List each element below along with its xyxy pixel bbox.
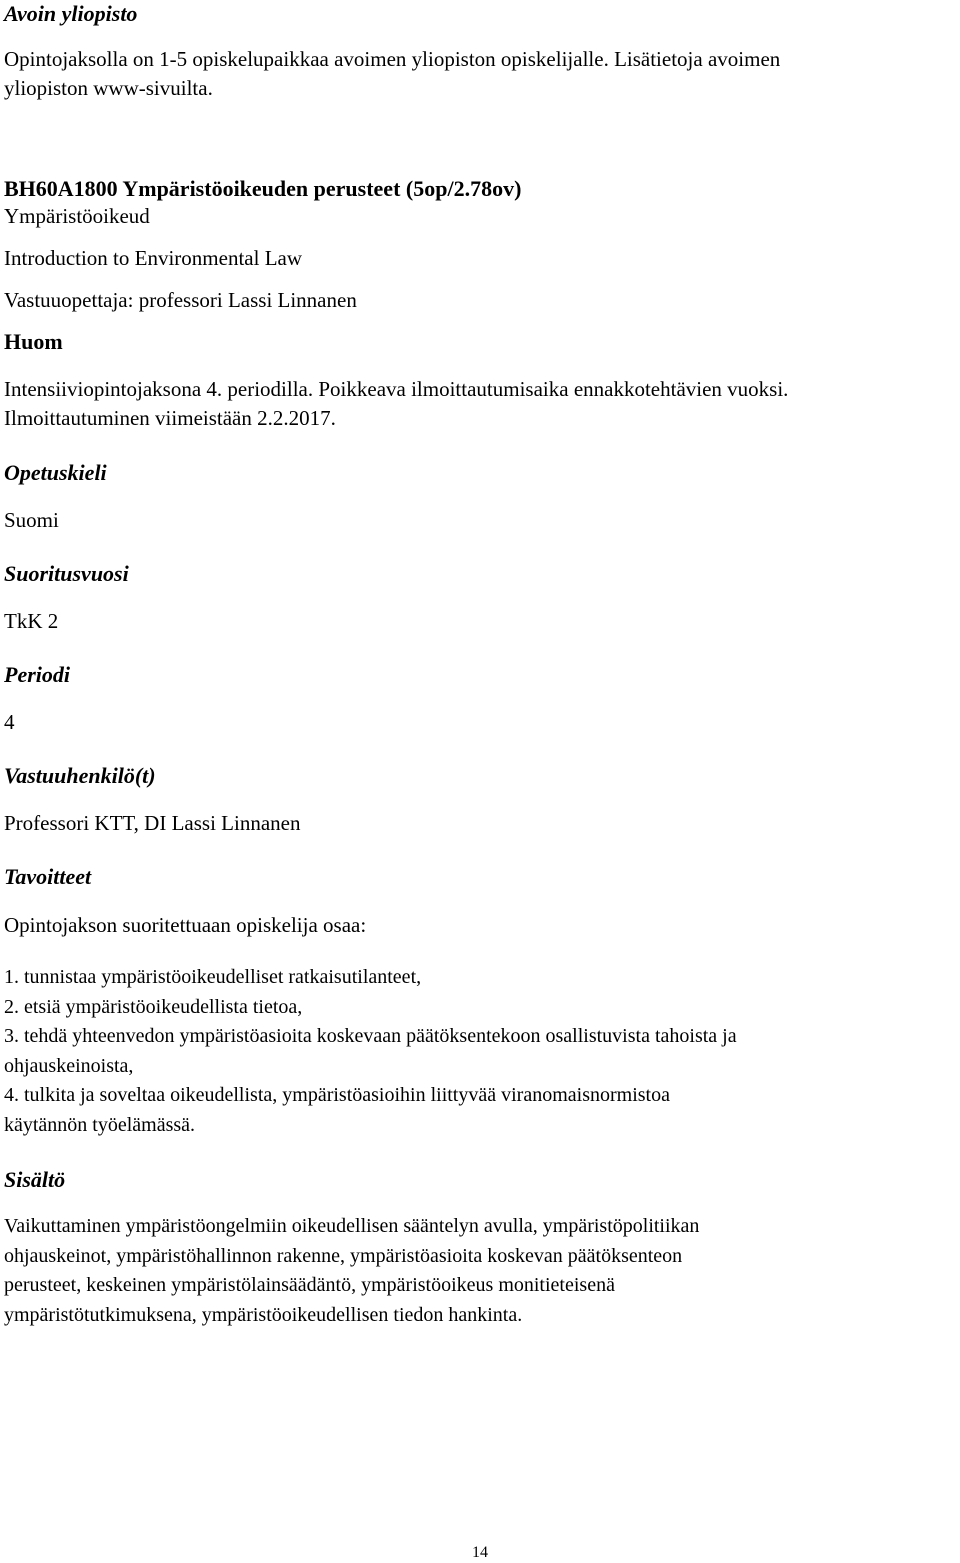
huom-text-1: Intensiiviopintojaksona 4. periodilla. Poikkeava ilmoittautumisaika ennakkotehtävien vuoksi.: [4, 377, 789, 401]
study-year-value: TkK 2: [4, 609, 59, 633]
language-value: Suomi: [4, 508, 59, 532]
course-teacher: Vastuuopettaja: professori Lassi Linnanen: [4, 288, 357, 312]
huom-heading: Huom: [4, 329, 63, 354]
open-university-text-1: Opintojaksolla on 1-5 opiskelupaikkaa avoimen yliopiston opiskelijalle. Lisätietoja avoimen: [4, 47, 781, 71]
content-line: ohjauskeinot, ympäristöhallinnon rakenne, ympäristöasioita koskevan päätöksenteon: [4, 1244, 683, 1267]
objectives-line: 2. etsiä ympäristöoikeudellista tietoa,: [4, 995, 303, 1018]
objectives-list: [4, 963, 954, 1140]
course-finnish-name: Ympäristöoikeud: [4, 204, 150, 228]
objectives-heading: Tavoitteet: [4, 864, 92, 889]
open-university-text-2: yliopiston www-sivuilta.: [4, 76, 213, 100]
open-university-heading: Avoin yliopisto: [4, 1, 138, 26]
responsible-value: Professori KTT, DI Lassi Linnanen: [4, 811, 301, 835]
language-heading: Opetuskieli: [4, 460, 107, 485]
course-english-name: Introduction to Environmental Law: [4, 246, 303, 270]
objectives-line: ohjauskeinoista,: [4, 1054, 134, 1077]
huom-text-2: Ilmoittautuminen viimeistään 2.2.2017.: [4, 406, 336, 430]
content-line: Vaikuttaminen ympäristöongelmiin oikeudellisen sääntelyn avulla, ympäristöpolitiikan: [4, 1215, 700, 1237]
page-number: 14: [472, 1544, 488, 1561]
period-value: 4: [4, 710, 15, 734]
objectives-line: 1. tunnistaa ympäristöoikeudelliset ratkaisutilanteet,: [4, 966, 422, 988]
objectives-intro: Opintojakson suoritettuaan opiskelija osaa:: [4, 913, 367, 937]
responsible-heading: Vastuuhenkilö(t): [4, 763, 156, 788]
content-line: ympäristötutkimuksena, ympäristöoikeudellisen tiedon hankinta.: [4, 1303, 523, 1326]
period-heading: Periodi: [4, 662, 70, 687]
content-paragraph: [4, 1212, 954, 1330]
course-code-title: BH60A1800 Ympäristöoikeuden perusteet (5op/2.78ov): [4, 176, 522, 201]
objectives-line: 3. tehdä yhteenvedon ympäristöasioita koskevaan päätöksentekoon osallistuvista tahoista ja: [4, 1025, 737, 1047]
study-year-heading: Suoritusvuosi: [4, 561, 129, 586]
content-heading: Sisältö: [4, 1167, 66, 1192]
objectives-line: käytännön työelämässä.: [4, 1113, 196, 1136]
objectives-line: 4. tulkita ja soveltaa oikeudellista, ympäristöasioihin liittyvää viranomaisnormistoa: [4, 1084, 670, 1106]
content-line: perusteet, keskeinen ympäristölainsäädäntö, ympäristöoikeus monitieteisenä: [4, 1274, 615, 1296]
